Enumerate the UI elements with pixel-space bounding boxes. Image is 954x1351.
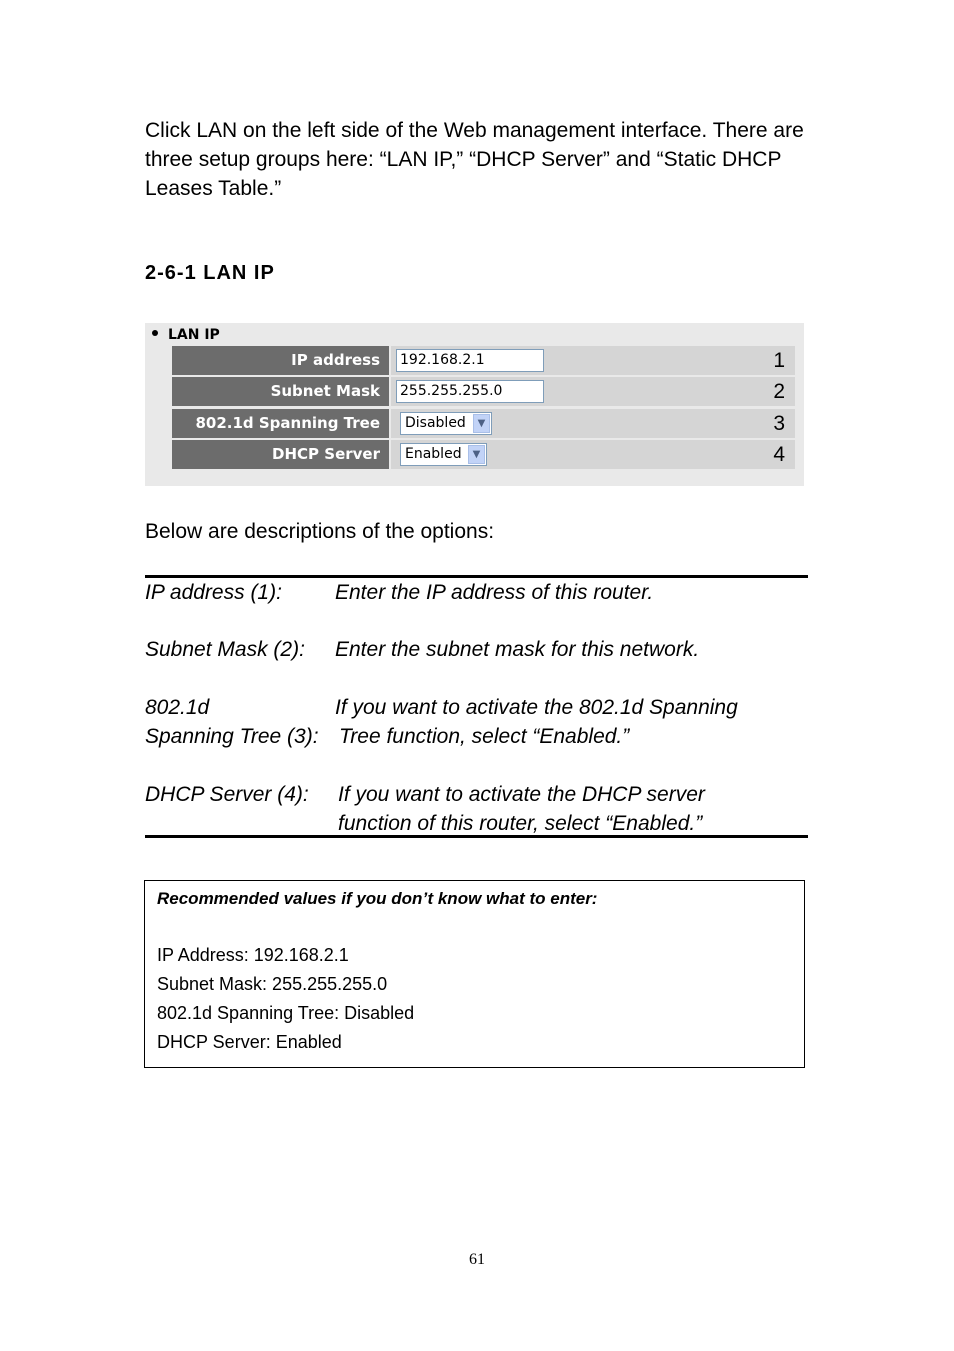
- descriptions-intro: Below are descriptions of the options:: [145, 520, 495, 543]
- recommended-line: Subnet Mask: 255.255.255.0: [157, 974, 388, 994]
- spanning-tree-label: 802.1d Spanning Tree: [172, 409, 389, 438]
- dhcp-server-label: DHCP Server: [172, 440, 389, 469]
- spanning-tree-row: [172, 409, 795, 438]
- row-number-4: 4: [773, 443, 785, 466]
- recommended-title: Recommended values if you don’t know what to enter:: [157, 889, 598, 908]
- subnet-mask-label: Subnet Mask: [172, 377, 389, 406]
- subnet-mask-input[interactable]: 255.255.255.0: [396, 380, 544, 403]
- intro-paragraph: Click LAN on the left side of the Web management interface. There are three setup groups here: “LAN IP,” “DHCP Server” and “Static DHCP Leases Table.”: [145, 119, 804, 200]
- term-ip-address: IP address (1):: [145, 581, 282, 604]
- panel-heading: [152, 327, 220, 343]
- page-number: 61: [469, 1251, 485, 1268]
- ip-address-input[interactable]: 192.168.2.1: [396, 349, 544, 372]
- bullet-icon: [152, 330, 158, 336]
- chevron-down-icon[interactable]: ▼: [473, 414, 490, 433]
- def-dhcp-server-line1: If you want to activate the DHCP server: [338, 783, 705, 806]
- section-title: 2-6-1 LAN IP: [145, 262, 275, 284]
- bottom-rule: [145, 835, 808, 838]
- spanning-tree-select[interactable]: [400, 412, 492, 435]
- term-subnet-mask: Subnet Mask (2):: [145, 638, 305, 661]
- def-ip-address: Enter the IP address of this router.: [335, 581, 654, 604]
- term-spanning-tree-line1: 802.1d: [145, 696, 210, 719]
- dhcp-server-select[interactable]: [400, 443, 487, 466]
- lan-ip-screenshot: [145, 323, 804, 486]
- def-subnet-mask: Enter the subnet mask for this network.: [335, 638, 700, 661]
- row-number-3: 3: [773, 412, 785, 435]
- spanning-tree-selected: Disabled: [405, 415, 466, 431]
- recommended-values-box: [144, 880, 805, 1068]
- subnet-mask-cell: [391, 377, 795, 406]
- ip-address-cell: [391, 346, 795, 375]
- ip-address-label: IP address: [172, 346, 389, 375]
- def-spanning-tree-line1: If you want to activate the 802.1d Spanning: [335, 696, 738, 719]
- term-dhcp-server: DHCP Server (4):: [145, 783, 309, 806]
- recommended-line: DHCP Server: Enabled: [157, 1032, 342, 1052]
- term-spanning-tree-line2: Spanning Tree (3):: [145, 725, 319, 748]
- ip-address-row: [172, 346, 795, 375]
- recommended-line: 802.1d Spanning Tree: Disabled: [157, 1003, 415, 1023]
- recommended-line: IP Address: 192.168.2.1: [157, 945, 349, 965]
- panel-heading-label: LAN IP: [168, 327, 220, 343]
- def-dhcp-server-line2: function of this router, select “Enabled.”: [338, 812, 703, 835]
- dhcp-server-cell: [391, 440, 795, 469]
- dhcp-server-selected: Enabled: [405, 446, 462, 462]
- subnet-mask-row: [172, 377, 795, 406]
- dhcp-server-row: [172, 440, 795, 469]
- spanning-tree-cell: [391, 409, 795, 438]
- def-spanning-tree-line2: Tree function, select “Enabled.”: [339, 725, 630, 748]
- chevron-down-icon[interactable]: ▼: [468, 445, 485, 464]
- row-number-2: 2: [773, 380, 785, 403]
- row-number-1: 1: [773, 349, 785, 372]
